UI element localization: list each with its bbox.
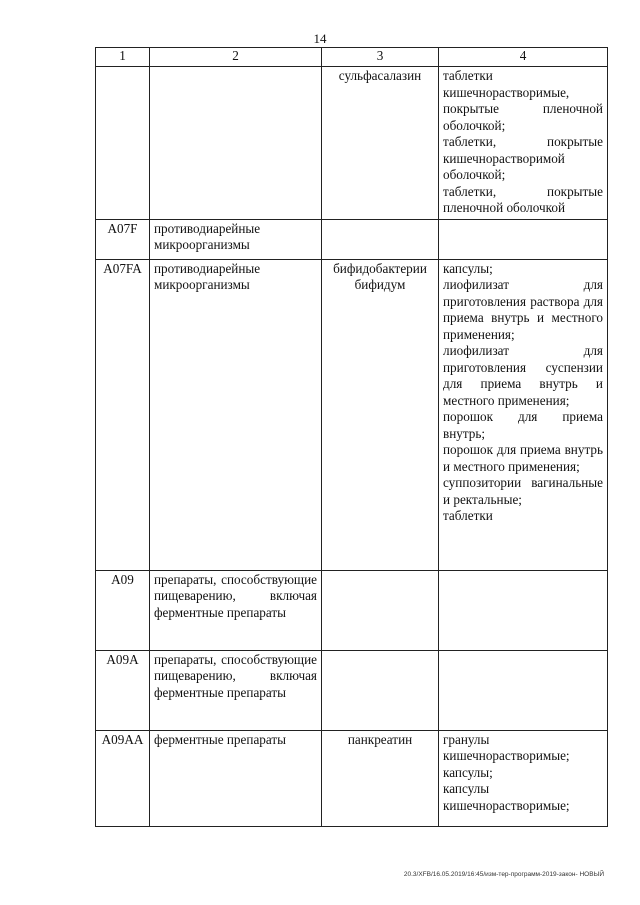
page-number: 14 bbox=[313, 31, 327, 46]
dosage-form-item: таблетки, покрытые кишечнорастворимой оболочкой; bbox=[443, 134, 603, 182]
drug-name-cell: бифидобактерии бифидум bbox=[322, 259, 439, 570]
atc-code-cell: A09A bbox=[96, 650, 150, 730]
drug-name-cell bbox=[322, 219, 439, 259]
dosage-forms-cell bbox=[439, 67, 608, 220]
dosage-form-item: капсулы; bbox=[443, 764, 493, 780]
dosage-form-item: капсулы кишечнорастворимые; bbox=[443, 781, 570, 813]
group-name-cell: противодиарейные микроорганизмы bbox=[150, 259, 322, 570]
group-name-cell: препараты, способствующие пищеварению, включая ферментные препараты bbox=[150, 570, 322, 650]
atc-code-cell: A07F bbox=[96, 219, 150, 259]
dosage-form-item: гранулы кишечнорастворимые; bbox=[443, 731, 570, 763]
atc-code-cell: A07FA bbox=[96, 259, 150, 570]
dosage-form-item: лиофилизат для приготовления раствора для приема внутрь и местного применения; bbox=[443, 277, 603, 342]
table-header-row bbox=[96, 48, 608, 67]
dosage-form-item: порошок для приема внутрь и местного применения; bbox=[443, 442, 603, 474]
dosage-forms-cell bbox=[439, 570, 608, 650]
dosage-forms-cell bbox=[439, 219, 608, 259]
footer-stamp: 20.3/XFB/16.05.2019/16:45/изм-тер-программ-2019-закон- НОВЫЙ bbox=[403, 871, 604, 878]
column-header: 3 bbox=[322, 48, 439, 67]
drug-name-cell: сульфасалазин bbox=[322, 67, 439, 220]
group-name-cell: препараты, способствующие пищеварению, включая ферментные препараты bbox=[150, 650, 322, 730]
dosage-form-item: капсулы; bbox=[443, 260, 493, 276]
drug-name-cell bbox=[322, 650, 439, 730]
dosage-form-item: суппозитории вагинальные и ректальные; bbox=[443, 475, 603, 507]
group-name-cell: противодиарейные микроорганизмы bbox=[150, 219, 322, 259]
column-header: 1 bbox=[96, 48, 150, 67]
drug-table bbox=[95, 47, 608, 827]
dosage-forms-cell bbox=[439, 730, 608, 826]
atc-code-cell: A09AA bbox=[96, 730, 150, 826]
dosage-form-item: порошок для приема внутрь; bbox=[443, 409, 603, 441]
table-row bbox=[96, 730, 608, 826]
dosage-form-item: лиофилизат для приготовления суспензии для приема внутрь и местного применения; bbox=[443, 343, 603, 408]
group-name-cell bbox=[150, 67, 322, 220]
atc-code-cell: A09 bbox=[96, 570, 150, 650]
dosage-form-item: таблетки, покрытые пленочной оболочкой bbox=[443, 183, 603, 215]
table-row bbox=[96, 259, 608, 570]
atc-code-cell bbox=[96, 67, 150, 220]
drug-name-cell bbox=[322, 570, 439, 650]
table-row bbox=[96, 570, 608, 650]
table-row bbox=[96, 219, 608, 259]
drug-name-cell: панкреатин bbox=[322, 730, 439, 826]
dosage-forms-cell bbox=[439, 650, 608, 730]
group-name-cell: ферментные препараты bbox=[150, 730, 322, 826]
column-header: 4 bbox=[439, 48, 608, 67]
dosage-form-item: таблетки кишечнорастворимые, покрытые пленочной оболочкой; bbox=[443, 68, 603, 133]
dosage-forms-cell bbox=[439, 259, 608, 570]
dosage-form-item: таблетки bbox=[443, 508, 493, 523]
table-body bbox=[96, 67, 608, 827]
table-row bbox=[96, 650, 608, 730]
column-header: 2 bbox=[150, 48, 322, 67]
table-row bbox=[96, 67, 608, 220]
